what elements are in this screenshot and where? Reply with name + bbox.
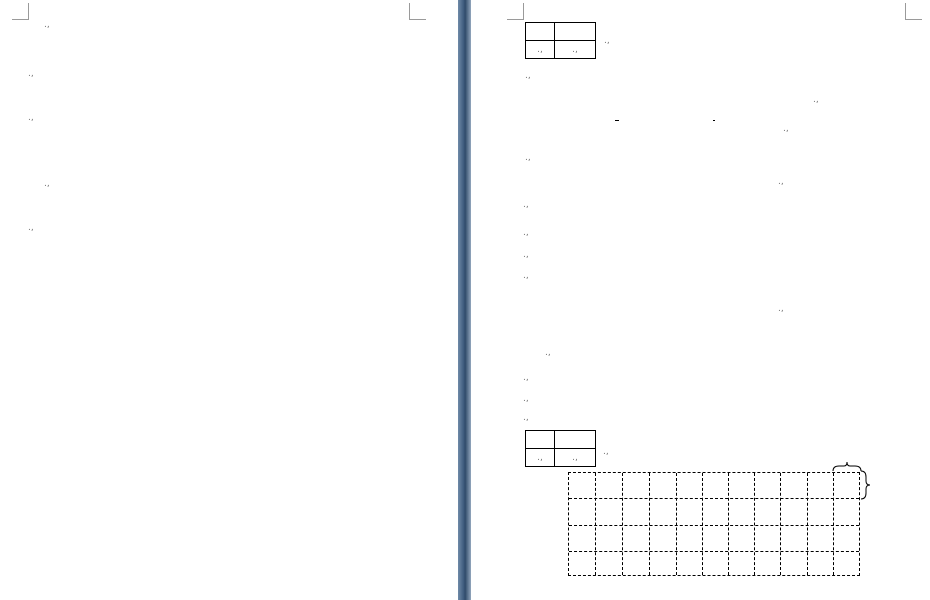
paragraph-mark: ., [523,250,529,260]
paragraph-mark: ., [523,228,529,238]
brace-side-icon [860,470,870,500]
page-corner-mark [905,3,922,20]
score-table-section4 [525,22,596,59]
grader-cell[interactable]: ., [555,41,596,59]
direct-expr: ., [783,124,789,134]
q2-stem: ., [28,69,34,79]
page-corner-mark [12,3,29,20]
q1-stem: ., [44,20,50,30]
paragraph-mark: ., [523,200,529,210]
paragraph-mark: ., [523,373,529,383]
brace-top-icon [832,462,862,472]
section4-title: ., [604,36,610,46]
dashed-grid[interactable] [568,472,860,576]
paragraph-mark: ., [523,394,529,404]
sub2-title: ., [525,153,531,163]
paragraph-mark: ., [523,271,529,281]
section5-title: ., [603,447,609,457]
q4-stem-line2: ., [44,179,50,189]
page-corner-mark [507,3,524,20]
paragraph-mark: ., [545,348,551,358]
grader-header [555,23,596,41]
vertical-expr: ., [778,177,784,187]
vertical-expr: ., [778,304,784,314]
score-table-section5 [525,430,596,467]
q3-stem: ., [28,113,34,123]
score-header [526,23,555,41]
grader-cell[interactable]: ., [555,449,596,467]
direct-expr: ., [813,95,819,105]
left-page [0,0,458,600]
score-cell[interactable]: ., [526,449,555,467]
fraction-sum-expr [615,113,619,126]
sub1-title: ., [525,71,531,81]
score-cell[interactable]: ., [526,41,555,59]
q5-stem: ., [28,223,34,233]
fraction-diff-expr [713,113,715,127]
grader-header [555,431,596,449]
page-corner-mark [409,3,426,20]
score-header [526,431,555,449]
paragraph-mark: ., [523,413,529,423]
page-gutter [458,0,471,600]
